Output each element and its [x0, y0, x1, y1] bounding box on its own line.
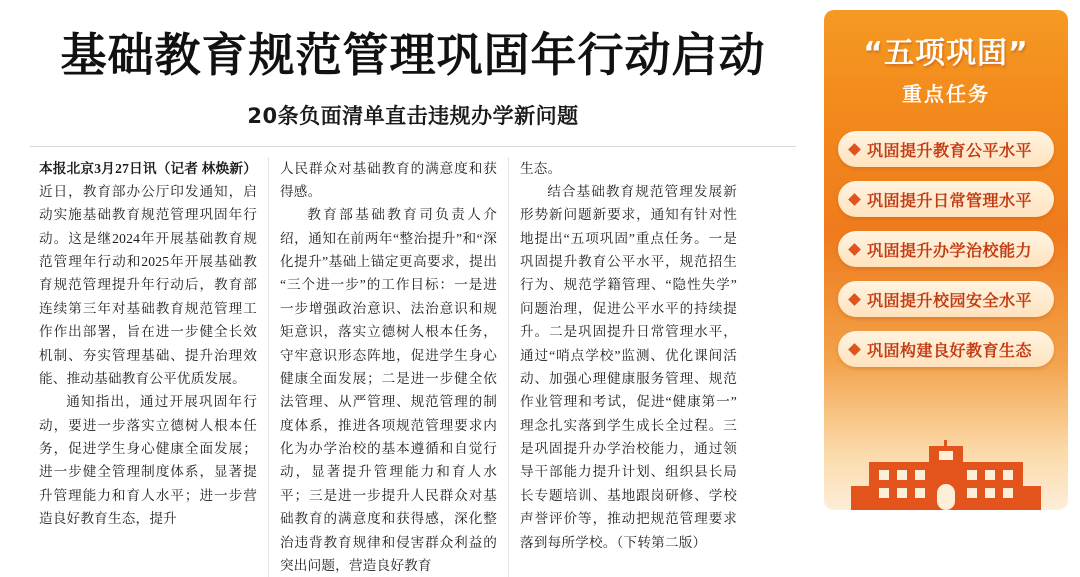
diamond-icon — [848, 243, 861, 256]
list-item[interactable] — [838, 281, 1054, 317]
article-columns — [28, 157, 798, 577]
task-label: 巩固提升日常管理水平 — [867, 190, 1033, 210]
page-title: 基础教育规范管理巩固年行动启动 — [60, 28, 766, 82]
paragraph: 结合基础教育规范管理发展新形势新问题新要求，通知有针对性地提出“五项巩固”重点任务。一是巩固提升教育公平水平，规范招生行为、规范学籍管理、“隐性失学”问题治理，促进公平水平的持续提升。二是巩固提升日常管理水平，通过“哨点学校”监测、优化课间活动、加强心理健康服务管理、规范作业管理和考试，促进“健康第一”理念扎实落到学生成长全过程。三是巩固提升办学治校能力，通过领导干部能力提升计划、组织县长局长专题培训、基地跟岗研修、学校声誉评价等，推动把规范管理要求落到每所学校。（下转第二版） — [520, 183, 737, 550]
diamond-icon — [848, 143, 861, 156]
list-item[interactable] — [838, 181, 1054, 217]
school-building-illustration — [851, 440, 1041, 510]
card-title — [824, 28, 1068, 107]
list-item[interactable] — [838, 231, 1054, 267]
paragraph-text: 近日，教育部办公厅印发通知，启动实施基础教育规范管理巩固年行动。这是继2024年开展基础教育规范管理年行动和2025年开展基础教育规范管理提升年行动后，教育部连续第三年对基础教育规范管理工作作出部署，旨在进一步健全长效机制、夯实管理基础、提升治理效能、推动基础教育公平优质发展。 — [39, 183, 257, 386]
article-column-3 — [508, 157, 748, 577]
subheadline: 20条负面清单直击违规办学新问题 — [247, 103, 579, 128]
article-column-2 — [268, 157, 508, 577]
paragraph: 生态。 — [520, 160, 562, 176]
list-item[interactable] — [838, 131, 1054, 167]
card-title-line2: 重点任务 — [902, 82, 990, 106]
list-item[interactable] — [838, 331, 1054, 367]
paragraph — [39, 157, 257, 391]
diamond-icon — [848, 193, 861, 206]
task-list — [824, 131, 1068, 367]
task-label: 巩固构建良好教育生态 — [867, 340, 1033, 360]
task-label: 巩固提升办学治校能力 — [867, 240, 1033, 260]
dateline: 本报北京3月27日讯（记者 林焕新） — [39, 160, 257, 176]
header-divider — [30, 146, 796, 147]
task-label: 巩固提升教育公平水平 — [867, 140, 1033, 160]
five-consolidations-card — [824, 10, 1068, 510]
card-title-line1: “五项巩固” — [863, 36, 1029, 71]
diamond-icon — [848, 343, 861, 356]
task-label: 巩固提升校园安全水平 — [867, 290, 1033, 310]
paragraph: 通知指出，通过开展巩固年行动，要进一步落实立德树人根本任务，促进学生身心健康全面发展；进一步健全管理制度体系，显著提升管理能力和育人水平；进一步营造良好教育生态，提升 — [39, 394, 257, 527]
article-column-1 — [28, 157, 268, 577]
paragraph: 教育部基础教育司负责人介绍，通知在前两年“整治提升”和“深化提升”基础上锚定更高要求，提出“三个进一步”的工作目标：一是进一步增强政治意识、法治意识和规矩意识，落实立德树人根本任务，守牢意识形态阵地，促进学生身心健康全面发展；二是进一步健全依法管理、从严管理、规范管理的制度体系，推进各项规范管理要求内化为办学治校的基本遵循和自觉行动，显著提升管理能力和育人水平；三是进一步提升人民群众对基础教育的满意度和获得感，深化整治违背教育规律和侵害群众利益的突出问题，营造良好教育 — [280, 207, 497, 573]
paragraph: 人民群众对基础教育的满意度和获得感。 — [280, 160, 497, 199]
sidebar — [812, 0, 1080, 520]
diamond-icon — [848, 293, 861, 306]
